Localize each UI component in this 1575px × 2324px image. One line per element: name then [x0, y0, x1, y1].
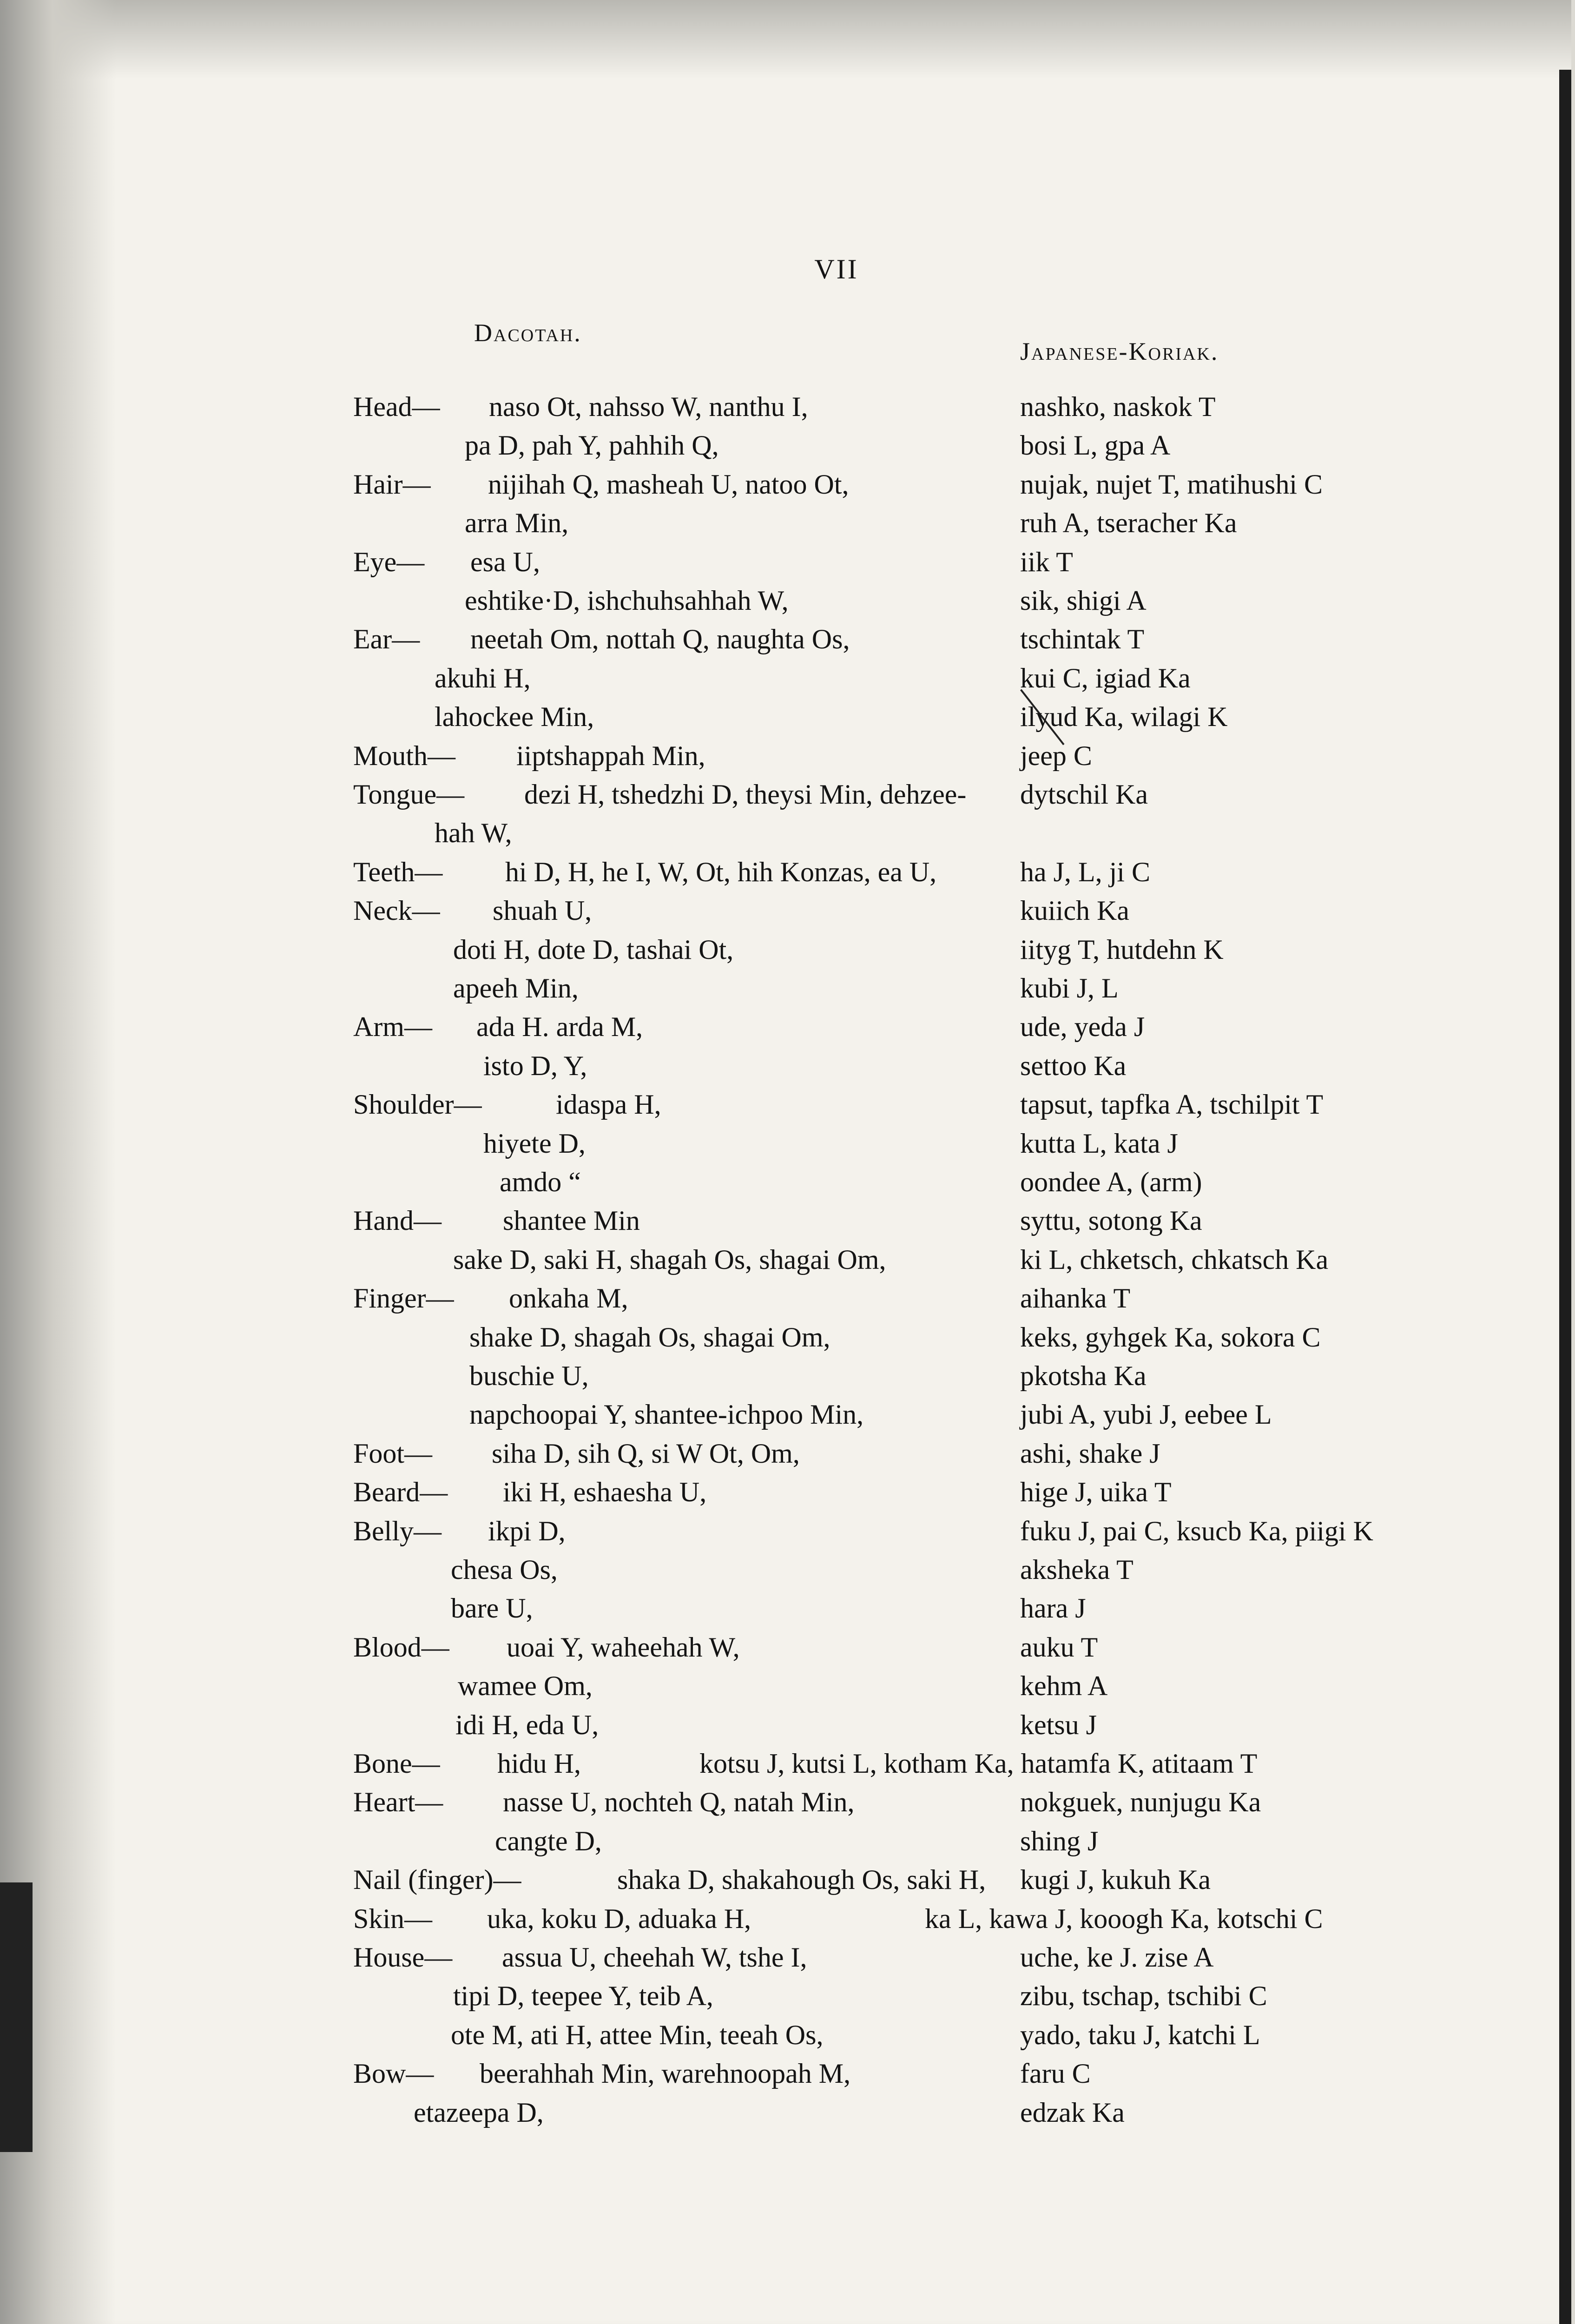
japanese-koriak-words: nujak, nujet T, matihushi C: [1020, 469, 1323, 500]
dacotah-words: napchoopai Y, shantee-ichpoo Min,: [469, 1399, 864, 1430]
dacotah-words: arra Min,: [465, 508, 569, 539]
english-term: House—: [353, 1942, 453, 1973]
english-term: Neck—: [353, 895, 440, 926]
japanese-koriak-words: ha J, L, ji C: [1020, 856, 1150, 887]
dacotah-words: shuah U,: [493, 895, 592, 926]
japanese-koriak-words: kehm A: [1020, 1670, 1108, 1702]
japanese-koriak-words: ruh A, tseracher Ka: [1020, 508, 1237, 539]
japanese-koriak-words: kutta L, kata J: [1020, 1128, 1178, 1159]
dacotah-words: beerahhah Min, warehnoopah M,: [480, 2058, 851, 2089]
binding-mark: [0, 1882, 33, 2152]
english-term: Ear—: [353, 624, 420, 655]
japanese-koriak-words: ilyud Ka, wilagi K: [1020, 701, 1228, 733]
japanese-koriak-words: auku T: [1020, 1631, 1098, 1663]
dacotah-words: esa U,: [470, 546, 540, 577]
dacotah-words: uka, koku D, aduaka H,: [487, 1903, 751, 1934]
japanese-koriak-words: edzak Ka: [1020, 2097, 1125, 2128]
english-term: Mouth—: [353, 740, 456, 771]
dacotah-words: akuhi H,: [435, 662, 531, 693]
japanese-koriak-words: shing J: [1020, 1825, 1099, 1856]
dacotah-words: hidu H,: [497, 1748, 581, 1779]
page-edge-dark: [1559, 70, 1571, 2324]
english-term: Skin—: [353, 1903, 433, 1934]
japanese-koriak-words: bosi L, gpa A: [1020, 430, 1171, 461]
japanese-koriak-words: jeep C: [1020, 740, 1092, 771]
english-term: Tongue—: [353, 779, 465, 810]
japanese-koriak-words: uche, ke J. zise A: [1020, 1942, 1214, 1973]
english-term: Heart—: [353, 1787, 443, 1818]
dacotah-words: iiptshappah Min,: [516, 740, 705, 771]
japanese-koriak-words: hara J: [1020, 1593, 1086, 1624]
dacotah-words: neetah Om, nottah Q, naughta Os,: [470, 624, 850, 655]
dacotah-words: shantee Min: [503, 1205, 640, 1236]
dacotah-words: buschie U,: [469, 1360, 589, 1391]
japanese-koriak-words: jubi A, yubi J, eebee L: [1020, 1399, 1272, 1430]
japanese-koriak-words: yado, taku J, katchi L: [1020, 2019, 1260, 2050]
japanese-koriak-words: dytschil Ka: [1020, 779, 1148, 810]
dacotah-words: lahockee Min,: [435, 701, 594, 733]
english-term: Eye—: [353, 546, 425, 577]
japanese-koriak-words: ashi, shake J: [1020, 1438, 1160, 1469]
dacotah-words: bare U,: [451, 1593, 533, 1624]
dacotah-words: pa D, pah Y, pahhih Q,: [465, 430, 719, 461]
dacotah-words: apeeh Min,: [453, 973, 579, 1004]
english-term: Blood—: [353, 1631, 449, 1663]
scan-shadow-bottom: [0, 2320, 1575, 2324]
dacotah-words: siha D, sih Q, si W Ot, Om,: [492, 1438, 800, 1469]
japanese-koriak-words: nashko, naskok T: [1020, 391, 1216, 422]
dacotah-words: doti H, dote D, tashai Ot,: [453, 934, 734, 965]
japanese-koriak-words: sik, shigi A: [1020, 585, 1147, 616]
column-header-dacotah: Dacotah.: [474, 319, 582, 347]
japanese-koriak-words: kui C, igiad Ka: [1020, 662, 1191, 693]
dacotah-words: hi D, H, he I, W, Ot, hih Konzas, ea U,: [505, 856, 937, 887]
dacotah-words: nasse U, nochteh Q, natah Min,: [503, 1787, 855, 1818]
japanese-koriak-words: zibu, tschap, tschibi C: [1020, 1981, 1267, 2012]
english-term: Belly—: [353, 1515, 442, 1546]
dacotah-words: ikpi D,: [488, 1515, 566, 1546]
dacotah-words: nijihah Q, masheah U, natoo Ot,: [488, 469, 849, 500]
japanese-koriak-words: faru C: [1020, 2058, 1091, 2089]
japanese-koriak-words: nokguek, nunjugu Ka: [1020, 1787, 1261, 1818]
japanese-koriak-words: kotsu J, kutsi L, kotham Ka, hatamfa K, atitaam T: [699, 1748, 1258, 1779]
japanese-koriak-words: iityg T, hutdehn K: [1020, 934, 1224, 965]
japanese-koriak-words: ude, yeda J: [1020, 1011, 1145, 1043]
english-term: Teeth—: [353, 856, 443, 887]
english-term: Hair—: [353, 469, 431, 500]
dacotah-words: hiyete D,: [483, 1128, 586, 1159]
japanese-koriak-words: syttu, sotong Ka: [1020, 1205, 1202, 1236]
dacotah-words: dezi H, tshedzhi D, theysi Min, dehzee-: [524, 779, 967, 810]
japanese-koriak-words: oondee A, (arm): [1020, 1167, 1202, 1197]
dacotah-words: hah W,: [435, 818, 512, 849]
japanese-koriak-words: kuiich Ka: [1020, 895, 1129, 926]
dacotah-words: onkaha M,: [509, 1283, 628, 1314]
column-header-japanese-koriak: Japanese-Koriak.: [1020, 337, 1219, 365]
english-term: Nail (finger)—: [353, 1864, 521, 1895]
dacotah-words: wamee Om,: [458, 1670, 593, 1702]
dacotah-words: ada H. arda M,: [476, 1011, 643, 1043]
japanese-koriak-words: aihanka T: [1020, 1283, 1131, 1314]
english-term: Arm—: [353, 1011, 432, 1043]
japanese-koriak-words: tschintak T: [1020, 624, 1145, 655]
dacotah-words: amdo “: [500, 1167, 581, 1197]
dacotah-words: idaspa H,: [556, 1089, 661, 1120]
dacotah-words: shaka D, shakahough Os, saki H,: [617, 1864, 986, 1895]
japanese-koriak-words: ka L, kawa J, kooogh Ka, kotschi C: [925, 1903, 1323, 1934]
scan-shadow-top: [0, 0, 1575, 79]
dacotah-words: eshtike·D, ishchuhsahhah W,: [465, 585, 789, 616]
dacotah-words: assua U, cheehah W, tshe I,: [502, 1942, 807, 1973]
english-term: Shoulder—: [353, 1089, 482, 1120]
english-term: Foot—: [353, 1438, 433, 1469]
dacotah-words: chesa Os,: [451, 1554, 558, 1585]
japanese-koriak-words: fuku J, pai C, ksucb Ka, piigi K: [1020, 1515, 1373, 1546]
english-term: Finger—: [353, 1283, 454, 1314]
dacotah-words: iki H, eshaesha U,: [503, 1477, 707, 1508]
dacotah-words: shake D, shagah Os, shagai Om,: [469, 1321, 830, 1353]
dacotah-words: sake D, saki H, shagah Os, shagai Om,: [453, 1244, 886, 1275]
english-term: Bow—: [353, 2058, 434, 2089]
dacotah-words: cangte D,: [495, 1825, 602, 1856]
english-term: Hand—: [353, 1205, 442, 1236]
dacotah-words: tipi D, teepee Y, teib A,: [453, 1981, 713, 2012]
japanese-koriak-words: ki L, chketsch, chkatsch Ka: [1020, 1244, 1329, 1275]
japanese-koriak-words: iik T: [1020, 546, 1073, 577]
dacotah-words: etazeepa D,: [414, 2097, 544, 2128]
dacotah-words: ote M, ati H, attee Min, teeah Os,: [451, 2019, 824, 2050]
dacotah-words: uoai Y, waheehah W,: [507, 1631, 740, 1663]
japanese-koriak-words: kubi J, L: [1020, 973, 1119, 1004]
japanese-koriak-words: aksheka T: [1020, 1554, 1133, 1585]
japanese-koriak-words: pkotsha Ka: [1020, 1360, 1147, 1391]
japanese-koriak-words: hige J, uika T: [1020, 1477, 1172, 1508]
page-edge-light: [1571, 0, 1575, 2324]
japanese-koriak-words: kugi J, kukuh Ka: [1020, 1864, 1211, 1895]
english-term: Beard—: [353, 1477, 448, 1508]
japanese-koriak-words: keks, gyhgek Ka, sokora C: [1020, 1321, 1321, 1353]
page-number: VII: [814, 254, 859, 284]
dacotah-words: isto D, Y,: [483, 1050, 587, 1081]
japanese-koriak-words: settoo Ka: [1020, 1050, 1127, 1081]
english-term: Bone—: [353, 1748, 440, 1779]
english-term: Head—: [353, 391, 440, 422]
dacotah-words: naso Ot, nahsso W, nanthu I,: [489, 391, 808, 422]
dacotah-words: idi H, eda U,: [455, 1709, 599, 1740]
japanese-koriak-words: tapsut, tapfka A, tschilpit T: [1020, 1089, 1324, 1120]
japanese-koriak-words: ketsu J: [1020, 1709, 1097, 1740]
